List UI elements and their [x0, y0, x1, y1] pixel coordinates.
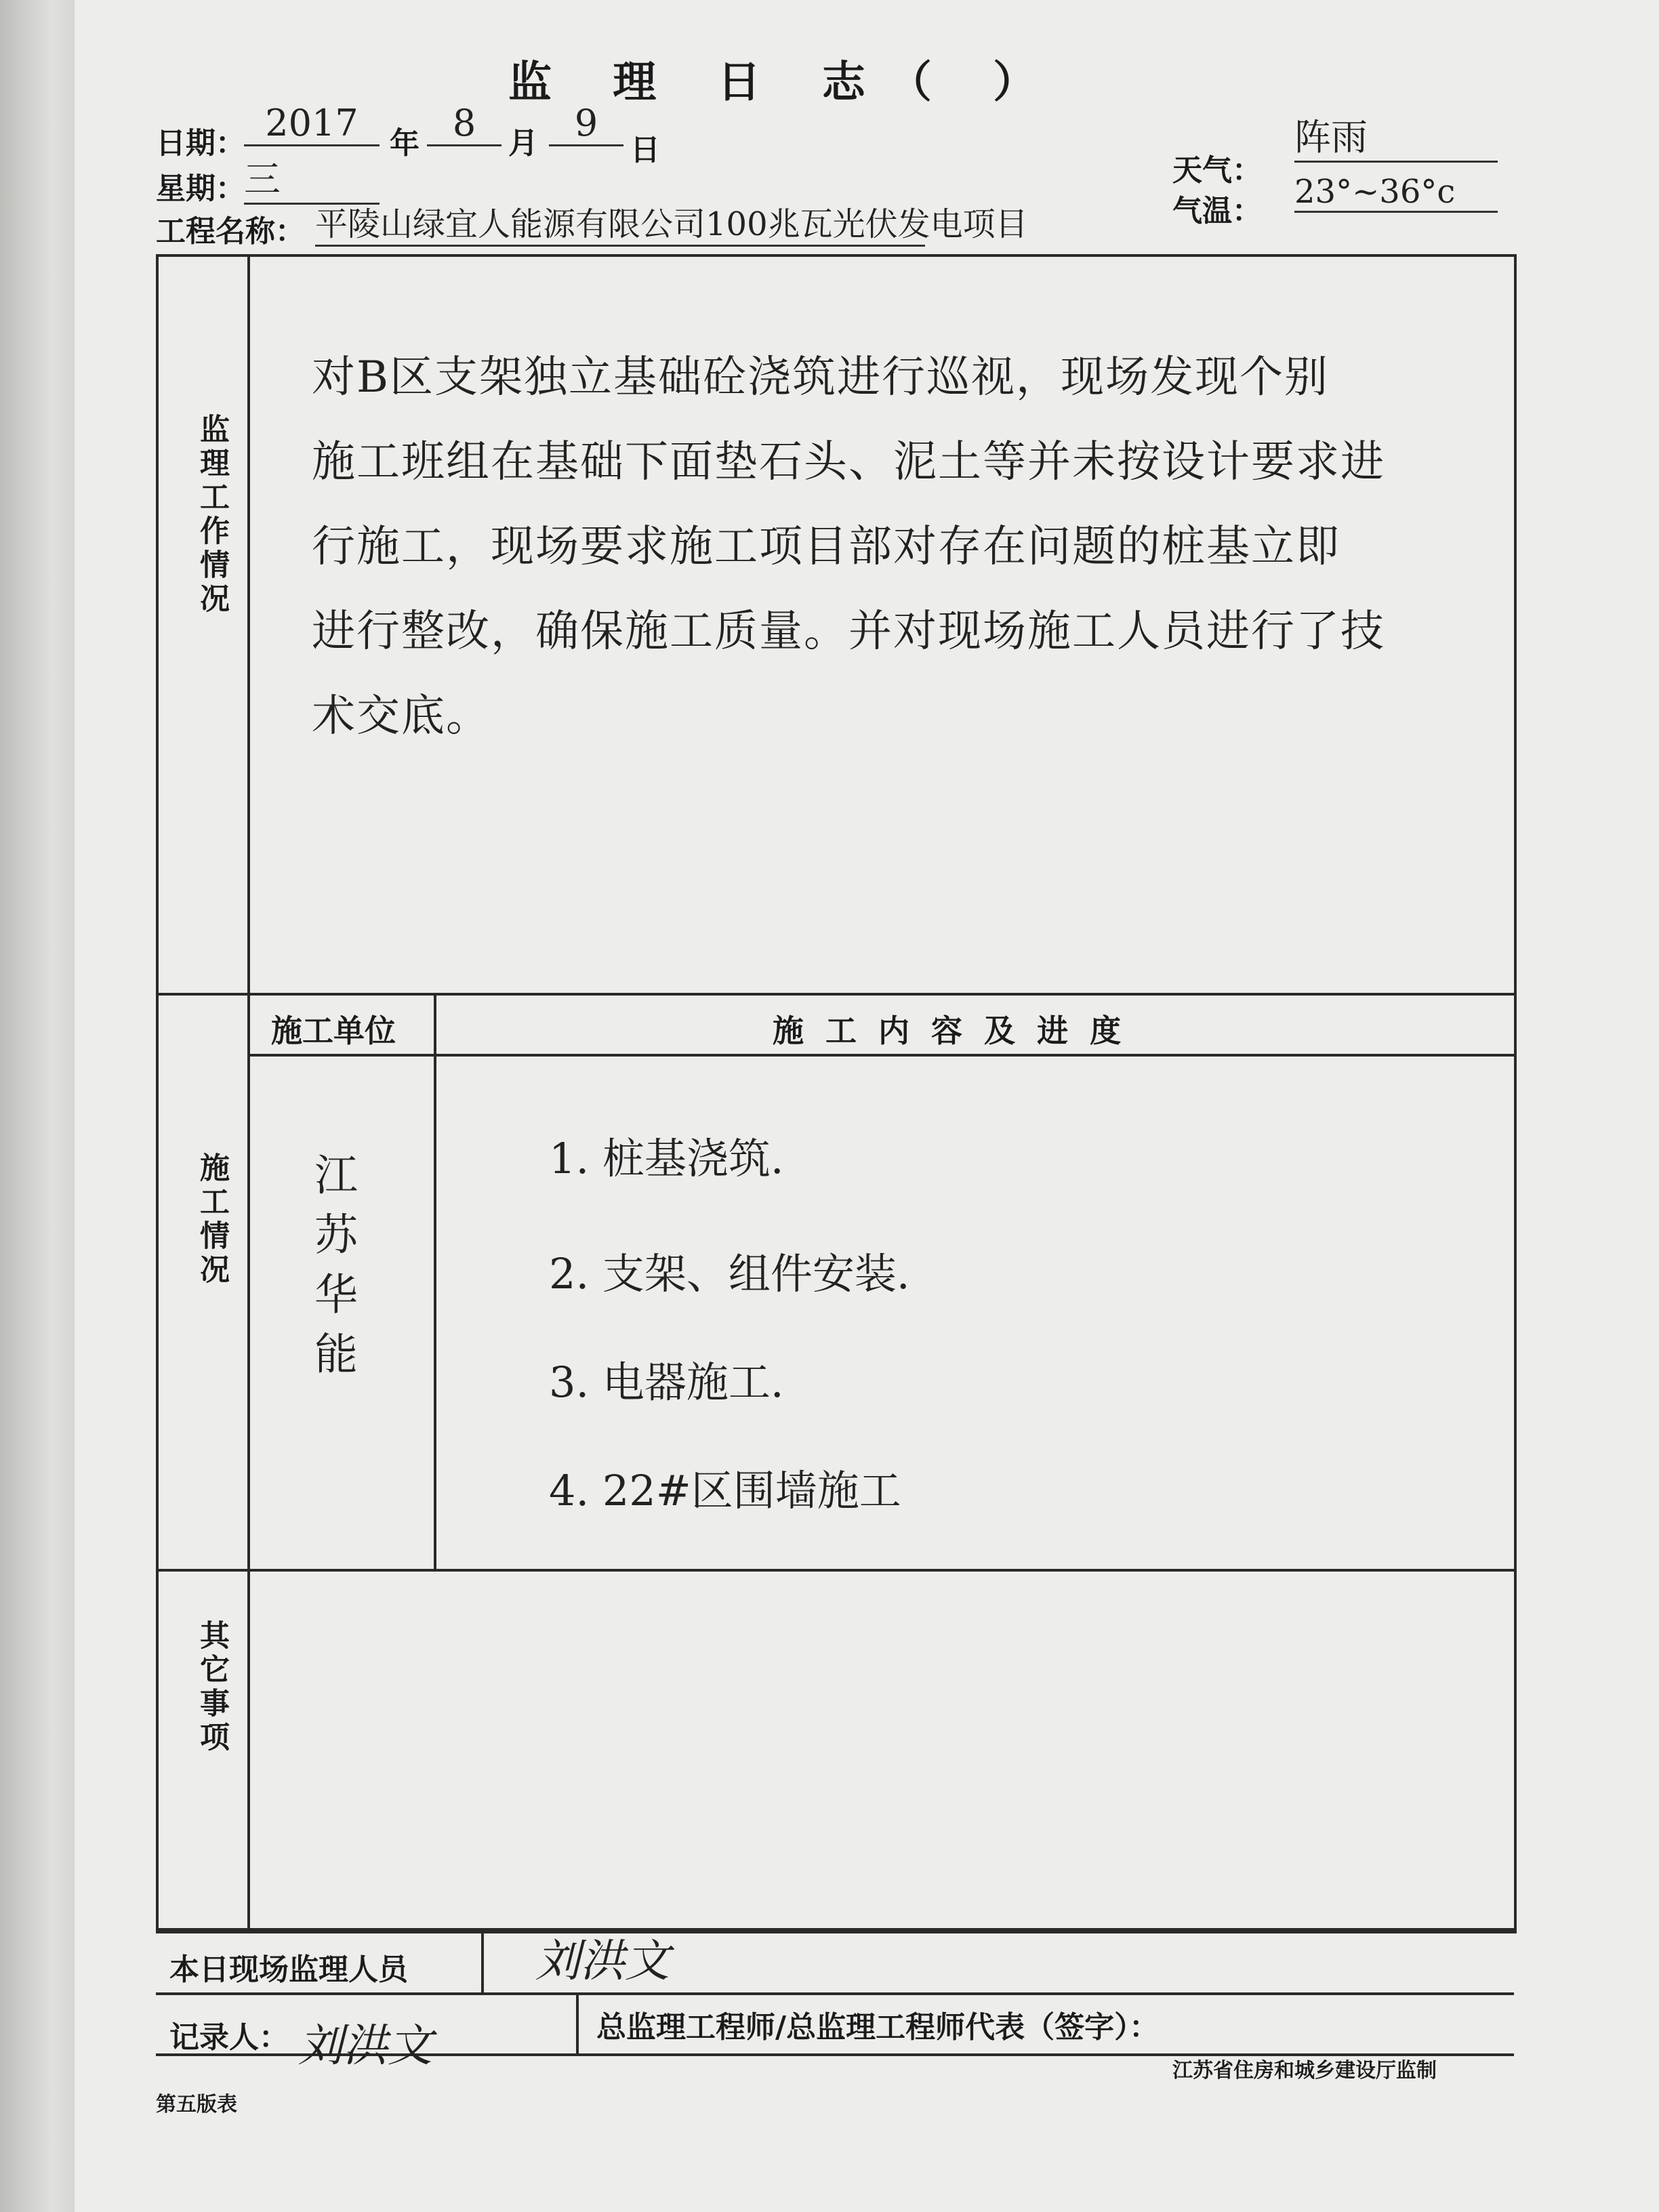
work-description	[312, 335, 1477, 759]
temperature-label: 气温：	[1172, 194, 1262, 228]
day-unit: 日	[630, 133, 660, 167]
supervisor-signature: 刘洪文	[535, 1935, 670, 1987]
work-line: 术交底。	[312, 691, 491, 741]
date-month: 8	[427, 102, 501, 146]
footer-divider-2	[576, 1992, 579, 2053]
project-label: 工程名称：	[156, 214, 305, 249]
col-content-header: 施 工 内 容 及 进 度	[773, 1012, 1127, 1049]
month-unit: 月	[508, 126, 538, 161]
year-unit: 年	[390, 126, 419, 161]
other-section-label: 其它事项	[194, 1620, 229, 1755]
work-line: 行施工，现场要求施工项目部对存在问题的桩基立即	[312, 522, 1340, 572]
unit-column-line	[434, 993, 436, 1569]
work-section-label: 监理工作情况	[194, 413, 229, 617]
footer-divider-1	[481, 1928, 484, 1992]
divider-2	[156, 1569, 1514, 1572]
weather-label: 天气：	[1172, 153, 1262, 188]
construction-item: 4. 22#区围墙施工	[549, 1466, 901, 1515]
recorder-signature: 刘洪文	[298, 2020, 432, 2072]
construction-item: 2. 支架、组件安装.	[549, 1249, 910, 1298]
issuer-label: 江苏省住房和城乡建设厅监制	[1172, 2059, 1437, 2083]
date-label: 日期：	[156, 126, 245, 161]
col-unit-header: 施工单位	[271, 1012, 396, 1049]
divider-1	[156, 993, 1514, 996]
date-year: 2017	[244, 102, 380, 146]
log-page	[75, 0, 1659, 2212]
page-title: 监 理 日 志（ ）	[508, 58, 1060, 108]
work-line: 施工班组在基础下面垫石头、泥土等并未按设计要求进	[312, 437, 1385, 487]
weather-value: 阵雨	[1294, 108, 1498, 163]
temperature-value: 23°~36°c	[1294, 173, 1498, 213]
weekday-value: 三	[244, 150, 380, 205]
divider-3	[156, 1928, 1514, 1931]
construction-header-line	[247, 1054, 1514, 1057]
project-name: 平陵山绿宜人能源有限公司100兆瓦光伏发电项目	[315, 198, 925, 247]
construction-item: 3. 电器施工.	[549, 1357, 784, 1407]
recorder-label: 记录人：	[169, 2020, 289, 2055]
work-line: 进行整改，确保施工质量。并对现场施工人员进行了技	[312, 607, 1385, 657]
construction-section-label: 施工情况	[194, 1152, 229, 1288]
construction-item: 1. 桩基浇筑.	[549, 1134, 784, 1183]
work-line: 对B区支架独立基础砼浇筑进行巡视，现场发现个别	[312, 352, 1330, 403]
label-column-line	[247, 254, 250, 1928]
weekday-label: 星期：	[156, 171, 245, 206]
chief-engineer-label: 总监理工程师/总监理工程师代表（签字）：	[596, 2010, 1160, 2045]
construction-unit-value: 江苏华能	[307, 1152, 357, 1391]
date-day: 9	[549, 102, 623, 146]
footer-line	[156, 1992, 1514, 1995]
book-binding	[0, 0, 75, 2212]
edition-label: 第五版表	[156, 2093, 237, 2116]
supervisor-label: 本日现场监理人员	[169, 1952, 408, 1987]
